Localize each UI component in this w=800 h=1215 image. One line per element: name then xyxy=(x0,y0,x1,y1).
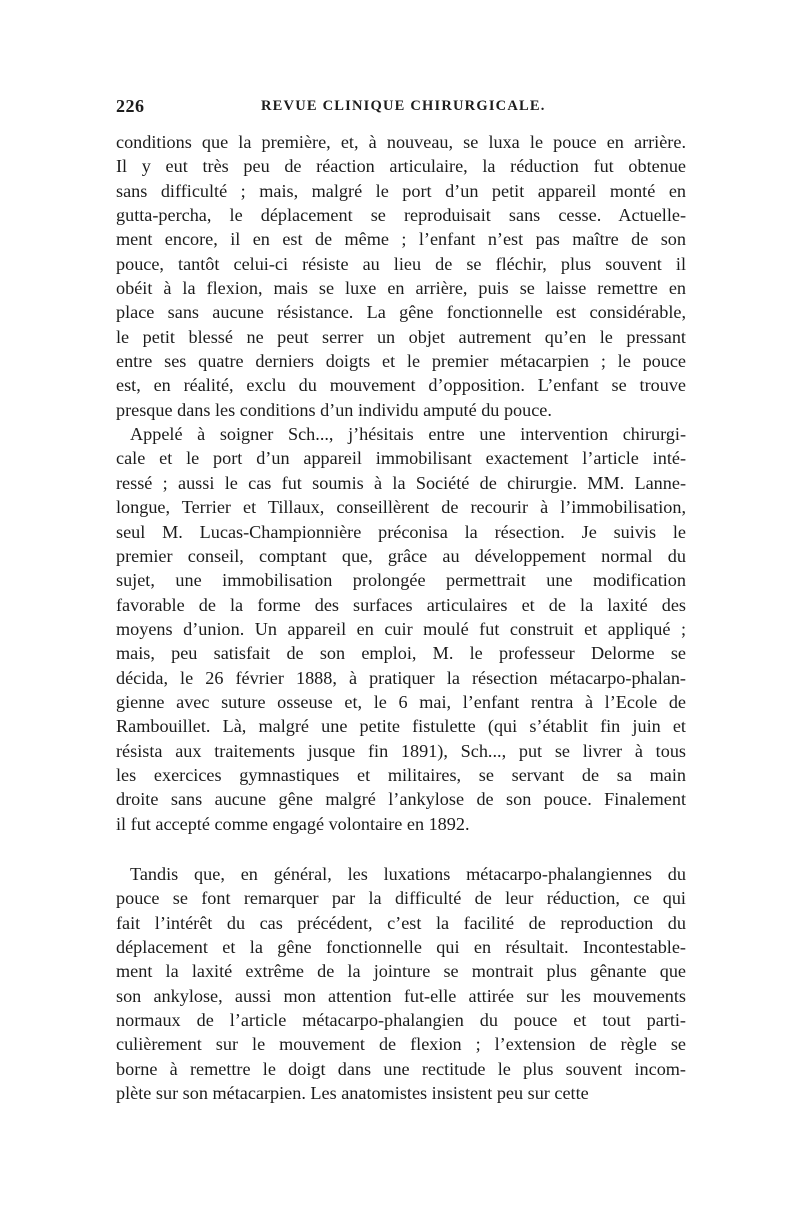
text-line: place sans aucune résistance. La gêne fonctionnelle est considérable, xyxy=(116,302,686,323)
page-number: 226 xyxy=(116,96,145,116)
text-line: plète sur son métacarpien. Les anatomistes insistent peu sur cette xyxy=(116,1083,589,1104)
text-line: ment encore, il en est de même ; l’enfant n’est pas maître de son xyxy=(116,229,686,250)
section-gap xyxy=(116,836,686,862)
text-line: Tandis que, en général, les luxations métacarpo-phalangiennes du xyxy=(130,863,686,884)
text-line: les exercices gymnastiques et militaires, se servant de sa main xyxy=(116,764,686,785)
text-line: presque dans les conditions d’un individu amputé du pouce. xyxy=(116,399,552,420)
text-line: ment la laxité extrême de la jointure se montrait plus gênante que xyxy=(116,961,686,982)
page xyxy=(116,96,686,1105)
text-line: conditions que la première, et, à nouveau, se luxa le pouce en arrière. xyxy=(116,132,686,152)
text-line: obéit à la flexion, mais se luxe en arrière, puis se laisse remettre en xyxy=(116,278,686,299)
text-line: sans difficulté ; mais, malgré le port d’un petit appareil monté en xyxy=(116,180,686,201)
text-line: ressé ; aussi le cas fut soumis à la Société de chirurgie. MM. Lanne- xyxy=(116,472,686,493)
text-line: borne à remettre le doigt dans une rectitude le plus souvent incom- xyxy=(116,1058,686,1079)
journal-title: REVUE CLINIQUE CHIRURGICALE. xyxy=(261,98,546,114)
text-line: résista aux traitements jusque fin 1891), Sch..., put se livrer à tous xyxy=(116,740,686,761)
text-line: Il y eut très peu de réaction articulaire, la réduction fut obtenue xyxy=(116,156,686,177)
text-line: fait l’intérêt du cas précédent, c’est la facilité de reproduction du xyxy=(116,912,686,933)
text-line: son ankylose, aussi mon attention fut-elle attirée sur les mouvements xyxy=(116,985,686,1006)
paragraph-1 xyxy=(116,130,686,422)
text-line: pouce se font remarquer par la difficulté de leur réduction, ce qui xyxy=(116,888,686,909)
text-line: gienne avec suture osseuse et, le 6 mai, l’enfant rentra à l’Ecole de xyxy=(116,691,686,712)
text-line: culièrement sur le mouvement de flexion ; l’extension de règle se xyxy=(116,1034,686,1055)
running-head xyxy=(116,96,686,120)
text-line: il fut accepté comme engagé volontaire en 1892. xyxy=(116,813,470,834)
text-line: déplacement et la gêne fonctionnelle qui en résultait. Incontestable- xyxy=(116,937,686,957)
text-line: premier conseil, comptant que, grâce au développement normal du xyxy=(116,545,686,566)
text-line: droite sans aucune gêne malgré l’ankylose de son pouce. Finalement xyxy=(116,789,686,810)
text-line: seul M. Lucas-Championnière préconisa la résection. Je suivis le xyxy=(116,521,686,542)
text-line: Rambouillet. Là, malgré une petite fistulette (qui s’établit fin juin et xyxy=(116,716,686,737)
paragraph-2 xyxy=(116,422,686,836)
text-line: est, en réalité, exclu du mouvement d’opposition. L’enfant se trouve xyxy=(116,375,686,396)
text-line: décida, le 26 février 1888, à pratiquer la résection métacarpo-phalan- xyxy=(116,667,686,688)
text-line: entre ses quatre derniers doigts et le premier métacarpien ; le pouce xyxy=(116,351,686,372)
paragraph-3 xyxy=(116,862,686,1105)
text-line: moyens d’union. Un appareil en cuir moulé fut construit et appliqué ; xyxy=(116,618,686,639)
text-line: gutta-percha, le déplacement se reproduisait sans cesse. Actuelle- xyxy=(116,205,686,226)
text-line: cale et le port d’un appareil immobilisant exactement l’article inté- xyxy=(116,448,686,469)
text-line: longue, Terrier et Tillaux, conseillèrent de recourir à l’immobilisation, xyxy=(116,497,686,518)
text-line: Appelé à soigner Sch..., j’hésitais entre une intervention chirurgi- xyxy=(130,424,686,445)
text-line: pouce, tantôt celui-ci résiste au lieu de se fléchir, plus souvent il xyxy=(116,253,686,274)
text-line: normaux de l’article métacarpo-phalangien du pouce et tout parti- xyxy=(116,1010,686,1031)
text-line: mais, peu satisfait de son emploi, M. le professeur Delorme se xyxy=(116,643,686,664)
text-line: sujet, une immobilisation prolongée permettrait une modification xyxy=(116,570,686,591)
text-line: le petit blessé ne peut serrer un objet autrement qu’en le pressant xyxy=(116,326,686,347)
text-line: favorable de la forme des surfaces articulaires et de la laxité des xyxy=(116,594,686,615)
